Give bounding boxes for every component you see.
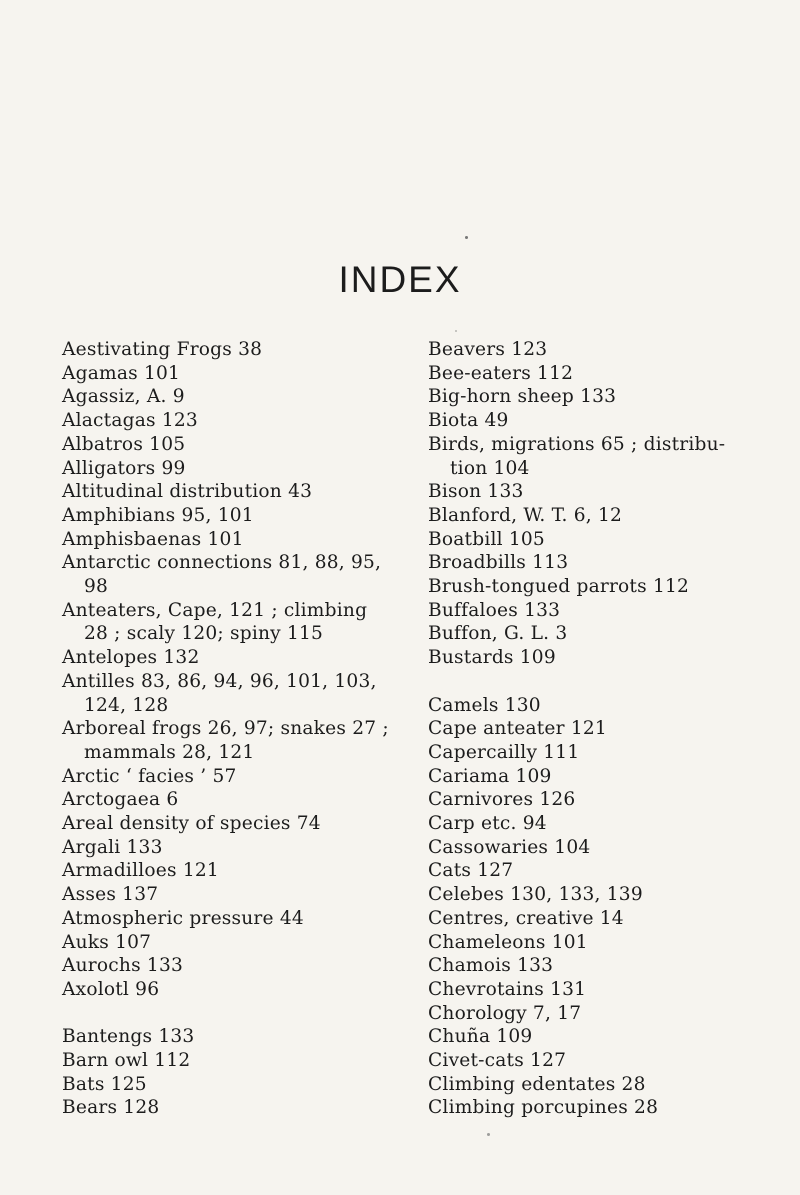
index-entry-line: Albatros 105	[62, 433, 186, 455]
index-entry	[62, 528, 402, 552]
index-entry	[428, 528, 788, 552]
index-entry-continuation: 28 ; scaly 120; spiny 115	[84, 623, 324, 645]
print-speck	[455, 330, 457, 332]
index-entry-line: Areal density of species 74	[62, 813, 321, 835]
index-entry	[428, 978, 788, 1002]
print-speck	[465, 236, 468, 239]
index-entry-line: Antelopes 132	[62, 647, 200, 669]
index-entry-line: Aurochs 133	[62, 955, 184, 977]
index-entry-line: Chuña 109	[428, 1026, 533, 1048]
index-entry-line: Bee-eaters 112	[428, 362, 574, 384]
index-entry	[428, 931, 788, 955]
index-entry	[62, 409, 402, 433]
index-entry-line: Altitudinal distribution 43	[62, 481, 313, 503]
index-entry-line: Amphibians 95, 101	[62, 504, 254, 526]
index-entry	[428, 622, 788, 646]
index-entry	[62, 433, 402, 457]
index-entry-line: Climbing edentates 28	[428, 1073, 646, 1095]
index-entry-line: Blanford, W. T. 6, 12	[428, 504, 623, 526]
index-entry-line: Agassiz, A. 9	[62, 386, 185, 408]
index-entry-line: Auks 107	[62, 931, 152, 953]
index-entry	[428, 694, 788, 718]
index-entry-line: Carp etc. 94	[428, 813, 547, 835]
index-entry	[62, 883, 402, 907]
index-entry-line: Amphisbaenas 101	[62, 528, 244, 550]
index-entry-line: Aestivating Frogs 38	[62, 339, 263, 360]
index-entry	[428, 599, 788, 623]
index-entry-line: Bears 128	[62, 1097, 160, 1119]
index-entry-line: Buffaloes 133	[428, 599, 561, 621]
index-entry-line: Centres, creative 14	[428, 907, 624, 929]
index-entry	[428, 646, 788, 670]
index-entry-line: Chorology 7, 17	[428, 1002, 582, 1024]
index-entry	[428, 362, 788, 386]
letter-group-gap	[428, 670, 788, 694]
index-entry-line: Cape anteater 121	[428, 718, 607, 740]
index-entry-line: Climbing porcupines 28	[428, 1097, 659, 1119]
index-entry-continuation: mammals 28, 121	[84, 741, 255, 763]
letter-group-gap	[62, 1002, 402, 1026]
index-entry	[62, 717, 402, 764]
index-entry-line: Civet-cats 127	[428, 1050, 567, 1072]
index-entry	[62, 907, 402, 931]
index-entry	[62, 1025, 402, 1049]
index-entry-line: Alactagas 123	[62, 410, 198, 432]
index-entry	[62, 457, 402, 481]
index-entry-line: Arctogaea 6	[62, 789, 179, 811]
page-title: INDEX	[338, 259, 462, 300]
index-entry-line: Antarctic connections 81, 88, 95,	[62, 552, 382, 574]
index-entry	[428, 1002, 788, 1026]
index-entry	[62, 931, 402, 955]
index-entry-line: Cassowaries 104	[428, 836, 591, 858]
index-entry	[428, 788, 788, 812]
index-entry	[428, 1049, 788, 1073]
index-entry-continuation: 124, 128	[84, 694, 169, 716]
index-entry	[62, 385, 402, 409]
index-entry-line: Asses 137	[62, 884, 159, 906]
index-entry	[62, 480, 402, 504]
index-entry-line: Celebes 130, 133, 139	[428, 884, 643, 906]
index-entry-line: Carnivores 126	[428, 789, 576, 811]
index-entry-line: Broadbills 113	[428, 552, 569, 574]
index-entry-line: Chevrotains 131	[428, 978, 587, 1000]
index-entry	[428, 883, 788, 907]
index-entry-line: Cats 127	[428, 860, 514, 882]
index-entry-line: Beavers 123	[428, 339, 548, 360]
index-entry	[62, 978, 402, 1002]
index-entry	[428, 1025, 788, 1049]
index-entry-line: Chameleons 101	[428, 931, 588, 953]
index-entry-line: Agamas 101	[62, 362, 181, 384]
index-entry	[62, 836, 402, 860]
index-entry-line: Argali 133	[62, 836, 163, 858]
index-entry	[428, 859, 788, 883]
index-entry	[428, 551, 788, 575]
index-entry	[428, 504, 788, 528]
index-entry	[428, 338, 788, 362]
index-entry-line: Alligators 99	[62, 457, 186, 479]
index-entry-line: Brush-tongued parrots 112	[428, 576, 690, 598]
index-entry	[428, 812, 788, 836]
index-entry	[62, 670, 402, 717]
index-entry-line: Antilles 83, 86, 94, 96, 101, 103,	[62, 670, 377, 692]
index-entry-continuation: 98	[84, 576, 109, 598]
index-entry-line: Axolotl 96	[62, 978, 160, 1000]
index-entry	[62, 1096, 402, 1120]
index-entry-line: Arctic ‘ facies ’ 57	[62, 765, 237, 787]
index-entry-line: Buffon, G. L. 3	[428, 623, 568, 645]
index-entry-line: Barn owl 112	[62, 1050, 191, 1072]
index-entry	[62, 646, 402, 670]
index-column-right	[428, 338, 788, 1120]
index-entry-line: Cariama 109	[428, 765, 552, 787]
index-entry	[62, 1049, 402, 1073]
index-entry	[428, 836, 788, 860]
print-speck	[487, 1133, 490, 1136]
index-entry	[62, 812, 402, 836]
index-entry-line: Arboreal frogs 26, 97; snakes 27 ;	[62, 718, 389, 740]
index-entry	[428, 717, 788, 741]
index-entry-line: Biota 49	[428, 410, 509, 432]
index-entry-line: Chamois 133	[428, 955, 554, 977]
index-entry	[62, 765, 402, 789]
index-entry-line: Anteaters, Cape, 121 ; climbing	[62, 599, 368, 621]
index-column-left	[62, 338, 402, 1120]
index-entry	[428, 765, 788, 789]
index-entry	[62, 788, 402, 812]
index-entry-line: Boatbill 105	[428, 528, 545, 550]
index-entry	[428, 907, 788, 931]
index-entry-line: Bison 133	[428, 481, 524, 503]
index-entry-line: Birds, migrations 65 ; distribu-	[428, 433, 726, 455]
index-entry	[428, 575, 788, 599]
index-entry-line: Big-horn sheep 133	[428, 386, 617, 408]
index-entry	[428, 385, 788, 409]
index-entry	[62, 338, 402, 362]
index-entry-line: Atmospheric pressure 44	[62, 907, 304, 929]
index-entry	[62, 1073, 402, 1097]
index-entry	[62, 551, 402, 598]
index-entry	[428, 1073, 788, 1097]
index-entry-line: Bats 125	[62, 1073, 147, 1095]
index-entry	[428, 954, 788, 978]
index-entry	[428, 480, 788, 504]
index-entry	[428, 1096, 788, 1120]
index-entry	[62, 504, 402, 528]
index-entry	[62, 599, 402, 646]
index-entry	[428, 409, 788, 433]
index-entry-line: Capercailly 111	[428, 741, 580, 763]
index-entry	[62, 362, 402, 386]
index-entry	[62, 954, 402, 978]
index-entry	[62, 859, 402, 883]
index-entry-line: Armadilloes 121	[62, 860, 219, 882]
index-entry	[428, 433, 788, 480]
index-entry-line: Bantengs 133	[62, 1026, 195, 1048]
index-entry	[428, 741, 788, 765]
index-entry-line: Camels 130	[428, 694, 541, 716]
index-entry-continuation: tion 104	[450, 457, 530, 479]
index-entry-line: Bustards 109	[428, 647, 556, 669]
